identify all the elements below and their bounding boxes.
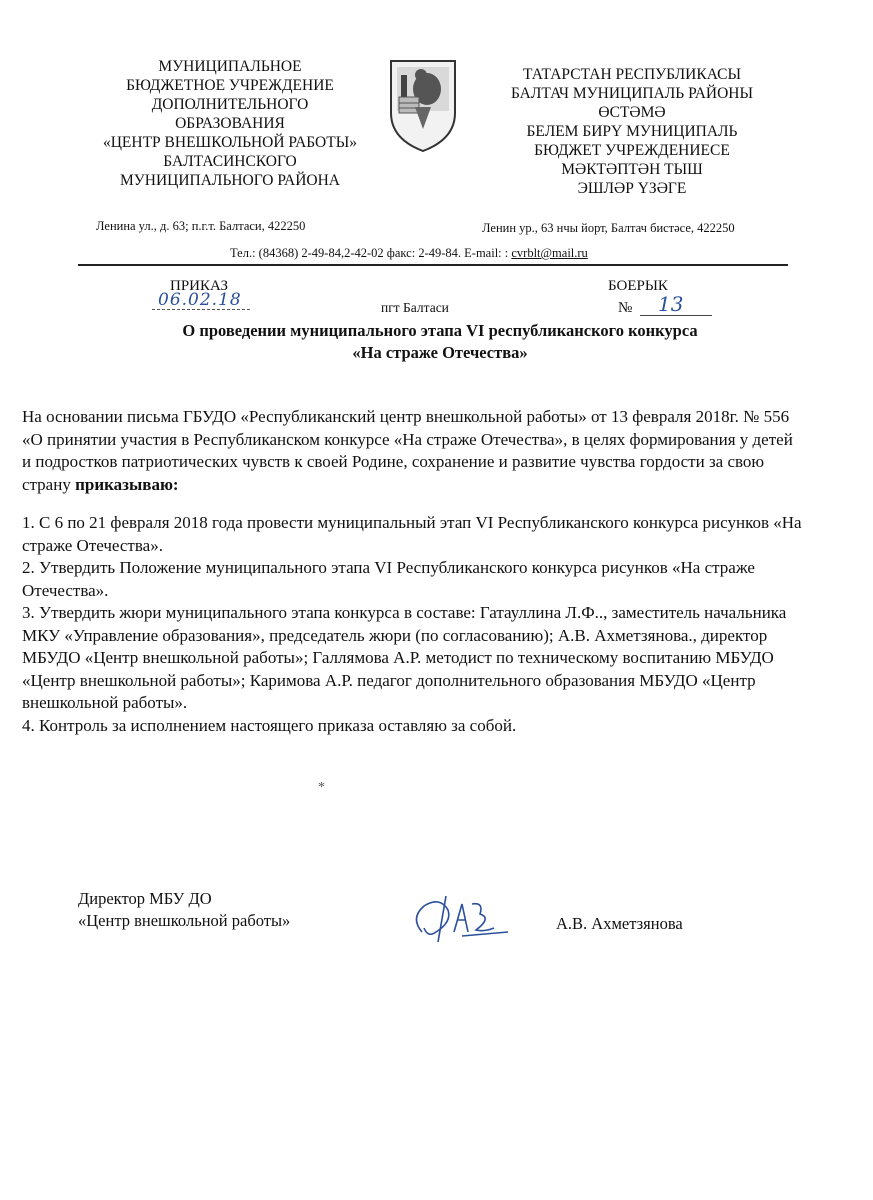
address-left: Ленина ул., д. 63; п.г.т. Балтаси, 422250 [96,219,306,233]
order-date-handwritten: 06.02.18 [158,290,242,310]
preamble-text: На основании письма ГБУДО «Республиканский центр внешкольной работы» от 13 февраля 2018г. № 556 «О принятии участия в Республиканском конкурсе «На страже Отечества», в целях формирования у детей и подростков патриотических чувств к своей Родине, сохранение и развитие чувства гордости за свою страну [22,407,793,494]
header-right-line: БЮДЖЕТ УЧРЕЖДЕНИЕСЕ [534,142,730,159]
header-left-line: ОБРАЗОВАНИЯ [175,115,285,132]
order-date-line [152,309,250,310]
header-left-line: МУНИЦИПАЛЬНОГО РАЙОНА [120,172,340,189]
header-left-org-name [80,57,380,190]
order-number-sign: № [618,300,633,316]
header-right-org-name [482,65,782,198]
preamble-bold-word: приказываю: [75,474,179,494]
header-left-line: БЮДЖЕТНОЕ УЧРЕЖДЕНИЕ [126,77,334,94]
order-label-left: ПРИКАЗ [170,278,228,294]
title-line-1: О проведении муниципального этапа VI республиканского конкурса [182,321,698,340]
header-divider [78,264,788,266]
order-item: 2. Утвердить Положение муниципального этапа VI Республиканского конкурса рисунков «На страже Отечества». [22,558,755,600]
signatory-role [78,888,290,932]
header-left-line: МУНИЦИПАЛЬНОЕ [158,58,302,75]
address-right: Ленин ур., 63 нчы йорт, Балтач бистәсе, 422250 [482,221,735,235]
order-item: 3. Утвердить жюри муниципального этапа конкурса в составе: Гатауллина Л.Ф.., заместитель начальника МКУ «Управление образования», председатель жюри (по согласованию); А.В. Ахметзянова., директор МБУДО «Центр внешкольной работы»; Галлямова А.Р. методист по техническому воспитанию МБУДО «Центр внешкольной работы»; Каримова А.Р. педагог дополнительного образования МБУДО «Центр внешкольной работы». [22,603,787,712]
signatory-role-line-2: «Центр внешкольной работы» [78,911,291,930]
order-number-handwritten: 13 [658,292,684,316]
order-item: 1. С 6 по 21 февраля 2018 года провести муниципальный этап VI Республиканского конкурса рисунков «На страже Отечества». [22,513,802,555]
signatory-name: А.В. Ахметзянова [556,914,683,933]
stray-mark: * [318,780,325,795]
document-title [60,320,820,364]
order-label-right: БОЕРЫК [608,278,668,294]
signatory-role-line-1: Директор МБУ ДО [78,889,212,908]
header-right-line: МӘКТӘПТӘН ТЫШ [561,161,703,178]
header-right-line: ӨСТӘМӘ [598,104,666,121]
order-items-list [22,512,802,737]
header-right-line: ТАТАРСТАН РЕСПУБЛИКАСЫ [523,66,741,83]
email-link[interactable]: cvrblt@mail.ru [511,246,588,260]
header-left-line: «ЦЕНТР ВНЕШКОЛЬНОЙ РАБОТЫ» [102,134,357,151]
contacts-line [230,246,588,261]
order-place: пгт Балтаси [381,300,449,315]
header-left-line: ДОПОЛНИТЕЛЬНОГО [151,96,309,113]
header-left-line: БАЛТАСИНСКОГО [163,153,297,170]
header-right-line: БЕЛЕМ БИРҮ МУНИЦИПАЛЬ [526,123,738,140]
handwritten-signature-icon [404,888,514,948]
header-right-line: БАЛТАЧ МУНИЦИПАЛЬ РАЙОНЫ [510,85,754,102]
title-line-2: «На страже Отечества» [352,343,528,362]
coat-of-arms-emblem-icon [387,57,459,153]
order-item: 4. Контроль за исполнением настоящего приказа оставляю за собой. [22,715,517,735]
header-right-line: ЭШЛӘР ҮЗӘГЕ [577,180,687,197]
preamble-paragraph [22,406,802,496]
contacts-text: Тел.: (84368) 2-49-84,2-42-02 факс: 2-49-84. E-mail: : [230,246,512,260]
